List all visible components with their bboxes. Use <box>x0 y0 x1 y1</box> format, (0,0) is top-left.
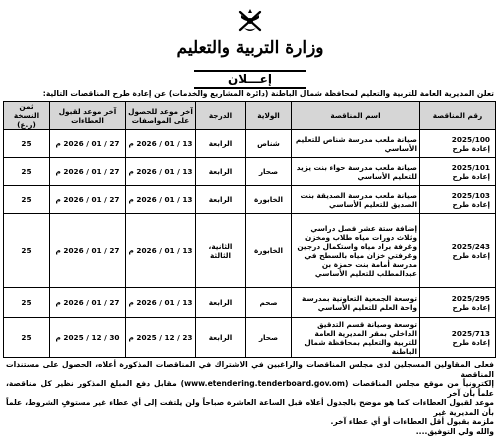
table-row <box>4 214 496 288</box>
tender-no-cell: 2025/101 إعادة طرح <box>420 158 496 186</box>
tender-no-cell: 2025/103 إعادة طرح <box>420 186 496 214</box>
table-row <box>4 288 496 318</box>
spec-date-cell: 23 / 12 / 2025 م <box>126 318 196 358</box>
table-row <box>4 186 496 214</box>
price-cell: 25 <box>4 288 50 318</box>
footer-line: إلكترونياً من موقع مجلس المناقصات (www.etendering.tenderboard.gov.om) مقابل دفع المبلغ المذكور نظير كل مناقصة، علماً بأن آخر <box>6 379 494 398</box>
spec-date-cell: 13 / 01 / 2026 م <box>126 130 196 158</box>
spec-date-cell: 13 / 01 / 2026 م <box>126 288 196 318</box>
price-cell: 25 <box>4 158 50 186</box>
spec-date-cell: 13 / 01 / 2026 م <box>126 186 196 214</box>
col-spec-date: آخر موعد للحصول على المواصفات <box>126 102 196 130</box>
price-cell: 25 <box>4 214 50 288</box>
grade-cell: الثانية، الثالثة <box>196 214 246 288</box>
wilayat-cell: صحم <box>246 288 292 318</box>
bid-date-cell: 27 / 01 / 2026 م <box>50 214 126 288</box>
ministry-name: وزارة التربية والتعليم <box>4 38 496 58</box>
bid-date-cell: 27 / 01 / 2026 م <box>50 288 126 318</box>
table-row <box>4 158 496 186</box>
wilayat-cell: الخابورة <box>246 214 292 288</box>
footer-line: فعلى المقاولين المسجلين لدى مجلس المناقصات والراغبين في الاشتراك في المناقصات المذكورة أعلاه، الحصول على مستندات المناقصة <box>6 360 494 379</box>
tender-no-cell: 2025/100 إعادة طرح <box>420 130 496 158</box>
tender-name-cell: إضافة ستة عشر فصل دراسي وثلاث دورات مياه طلاب ومخزن وغرفة براد مياه واستكمال درجين وغرفتي خزان مياه بالسطح في مدرسة أمامة بنت حمزة بن عبدالمطلب للتعليم الأساسي <box>292 214 420 288</box>
col-tender-no: رقم المناقصة <box>420 102 496 130</box>
wilayat-cell: صحار <box>246 318 292 358</box>
bid-date-cell: 27 / 01 / 2026 م <box>50 158 126 186</box>
tenders-table <box>3 101 496 358</box>
grade-cell: الرابعة <box>196 318 246 358</box>
footer-line: موعد لقبول العطاءات كما هو موضح بالجدول أعلاه قبل الساعة العاشرة صباحاً ولن يلتفت إلى أي عطاء غير مستوفٍ الشروط، علماً بأن المديرية غير <box>6 398 494 417</box>
oman-emblem-icon <box>235 6 265 36</box>
col-bid-date: آخر موعد لقبول العطاءات <box>50 102 126 130</box>
wilayat-cell: صحار <box>246 158 292 186</box>
tender-name-cell: توسعة الجمعية التعاونية بمدرسة واحة العلم للتعليم الأساسي <box>292 288 420 318</box>
grade-cell: الرابعة <box>196 288 246 318</box>
tender-no-cell: 2025/243 إعادة طرح <box>420 214 496 288</box>
closing-line: والله ولي التوفيق.... <box>6 427 494 436</box>
intro-text: تعلن المديرية العامة للتربية والتعليم لمحافظة شمال الباطنة (دائرة المشاريع والخدمات) عن إعادة طرح المناقصات التالية: <box>6 89 494 99</box>
grade-cell: الرابعة <box>196 186 246 214</box>
ministry-header <box>4 4 496 68</box>
price-cell: 25 <box>4 186 50 214</box>
announcement-title: إعـــلان <box>194 70 306 89</box>
table-row <box>4 318 496 358</box>
wilayat-cell: شناص <box>246 130 292 158</box>
table-header-row <box>4 102 496 130</box>
tender-name-cell: صيانة ملعب مدرسة حواء بنت يزيد للتعليم الأساسي <box>292 158 420 186</box>
footer-notice <box>6 360 494 436</box>
price-cell: 25 <box>4 318 50 358</box>
grade-cell: الرابعة <box>196 130 246 158</box>
wilayat-cell: الخابورة <box>246 186 292 214</box>
col-wilayat: الولاية <box>246 102 292 130</box>
tender-name-cell: صيانة ملعب مدرسة شناص للتعليم الأساسي <box>292 130 420 158</box>
bid-date-cell: 27 / 01 / 2026 م <box>50 130 126 158</box>
col-tender-name: اسم المناقصة <box>292 102 420 130</box>
price-cell: 25 <box>4 130 50 158</box>
col-price: ثمن النسخة (ر.ع) <box>4 102 50 130</box>
bid-date-cell: 27 / 01 / 2026 م <box>50 186 126 214</box>
footer-line: ملزمة بقبول أقل العطاءات أو أي عطاء آخر. <box>6 417 494 427</box>
grade-cell: الرابعة <box>196 158 246 186</box>
spec-date-cell: 13 / 01 / 2026 م <box>126 214 196 288</box>
tender-no-cell: 2025/295 إعادة طرح <box>420 288 496 318</box>
tender-name-cell: توسعة وصيانة قسم التدقيق الداخلي بمقر المديرية العامة للتربية والتعليم بمحافظة شمال الباطنة <box>292 318 420 358</box>
tender-name-cell: صيانة ملعب مدرسة الصديقة بنت الصديق للتعليم الأساسي <box>292 186 420 214</box>
col-grade: الدرجة <box>196 102 246 130</box>
bid-date-cell: 30 / 12 / 2025 م <box>50 318 126 358</box>
table-row <box>4 130 496 158</box>
tender-no-cell: 2025/713 إعادة طرح <box>420 318 496 358</box>
spec-date-cell: 13 / 01 / 2026 م <box>126 158 196 186</box>
